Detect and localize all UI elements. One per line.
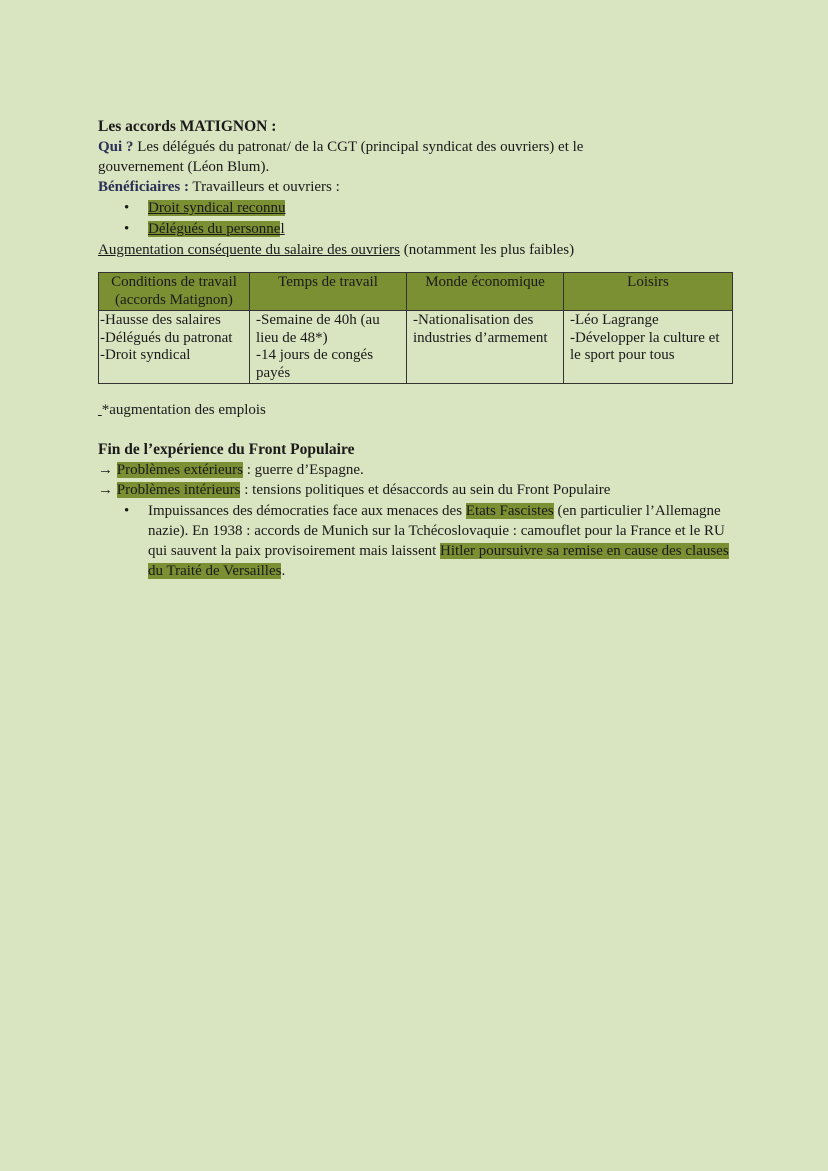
cell-loisirs: -Léo Lagrange -Développer la culture et le sport pour tous — [564, 311, 733, 384]
list-item — [98, 198, 738, 218]
footnote — [98, 400, 738, 420]
footnote-text: *augmentation des emplois — [101, 402, 266, 418]
section-front-populaire-title: Fin de l’expérience du Front Populaire — [98, 441, 355, 458]
probleme-exterieurs-line — [98, 460, 738, 480]
arrow-icon: → — [98, 462, 113, 478]
paragraph-end: . — [281, 563, 286, 579]
beneficiaires-label: Bénéficiaires : — [98, 179, 189, 195]
header-cell-loisirs: Loisirs — [564, 273, 733, 311]
list-item — [98, 501, 738, 581]
header-cell-conditions: Conditions de travail (accords Matignon) — [99, 273, 250, 311]
qui-paragraph — [98, 137, 738, 177]
arrow-icon: → — [98, 482, 113, 498]
probleme-exterieurs-text: : guerre d’Espagne. — [242, 462, 364, 478]
augmentation-line — [98, 240, 738, 260]
augmentation-underlined: Augmentation conséquente du salaire des ouvriers — [98, 242, 400, 258]
document-content — [98, 117, 738, 582]
beneficiaires-line — [98, 177, 738, 197]
qui-text-2: gouvernement (Léon Blum). — [98, 159, 270, 175]
spacer — [98, 420, 738, 440]
paragraph-b: (en particulier l’Allemagne nazie). En 1938 : accords de Munich sur la Tchécoslovaquie : camouflet pour la France et le RU qui sauvent la paix provisoirement mais laissent — [148, 503, 725, 559]
bullet-text: Droit syndical reconnu — [148, 200, 286, 216]
probleme-interieurs-label: Problèmes intérieurs — [116, 482, 241, 498]
matignon-table — [98, 272, 733, 384]
header-cell-temps: Temps de travail — [250, 273, 407, 311]
bullet-text: Délégués du personne — [148, 221, 281, 237]
section-matignon-title: Les accords MATIGNON : — [98, 118, 277, 135]
qui-text-1: Les délégués du patronat/ de la CGT (principal syndicat des ouvriers) et le — [133, 139, 584, 155]
probleme-exterieurs-label: Problèmes extérieurs — [116, 462, 243, 478]
table-header-row — [99, 273, 733, 311]
augmentation-rest: (notamment les plus faibles) — [400, 242, 575, 258]
bullet-tail: l — [280, 221, 285, 237]
probleme-interieurs-line — [98, 480, 738, 500]
spacer — [98, 384, 738, 400]
paragraph-a: Impuissances des démocraties face aux menaces des — [148, 503, 466, 519]
probleme-interieurs-text: : tensions politiques et désaccords au sein du Front Populaire — [240, 482, 611, 498]
highlight-hitler: Hitler poursuivre sa remise en cause des clauses du Traité de Versailles — [148, 543, 729, 579]
list-item — [98, 219, 738, 239]
footnote-mark: ​ — [98, 402, 102, 418]
cell-temps: -Semaine de 40h (au lieu de 48*) -14 jours de congés payés — [250, 311, 407, 384]
table-row — [99, 311, 733, 384]
impuissances-list — [98, 501, 738, 581]
header-cell-monde: Monde économique — [407, 273, 564, 311]
beneficiaires-list — [98, 198, 738, 239]
cell-monde: -Nationalisation des industries d’armement — [407, 311, 564, 384]
beneficiaires-text: Travailleurs et ouvriers : — [188, 179, 340, 195]
qui-label: Qui ? — [98, 139, 134, 155]
cell-conditions: -Hausse des salaires -Délégués du patronat -Droit syndical — [99, 311, 250, 384]
highlight-etats-fascistes: Etats Fascistes — [465, 503, 554, 519]
